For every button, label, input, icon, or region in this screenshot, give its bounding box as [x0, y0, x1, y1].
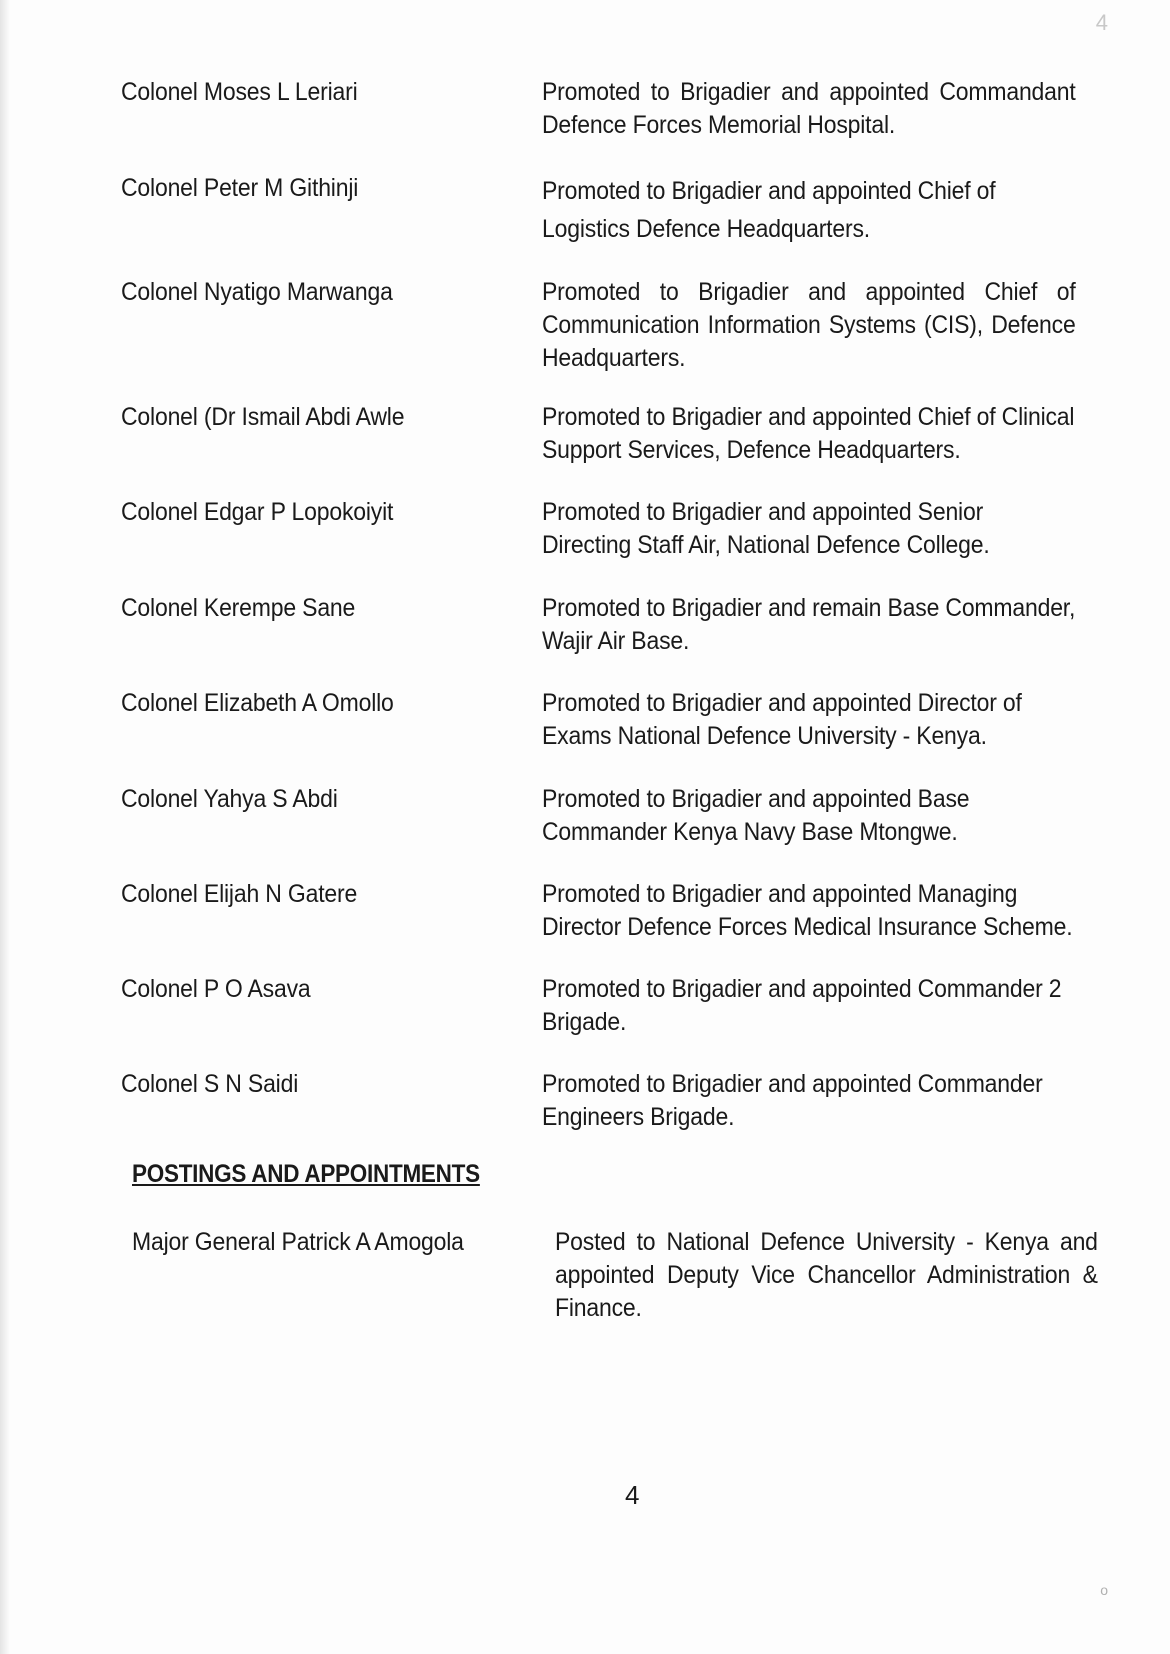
appointment-description: Promoted to Brigadier and remain Base Commander, Wajir Air Base. [542, 594, 1076, 655]
officer-name: Colonel S N Saidi [121, 1070, 299, 1098]
section-heading-postings: POSTINGS AND APPOINTMENTS [132, 1160, 480, 1188]
appointment-description: Promoted to Brigadier and appointed Director of Exams National Defence University - Kenya. [542, 689, 1022, 750]
officer-name: Colonel Nyatigo Marwanga [121, 278, 393, 306]
appointment-description: Promoted to Brigadier and appointed Chief of Logistics Defence Headquarters. [542, 177, 996, 243]
appointment-description: Promoted to Brigadier and appointed Commandant Defence Forces Memorial Hospital. [542, 78, 1076, 139]
appointment-description: Promoted to Brigadier and appointed Senior Directing Staff Air, National Defence College. [542, 498, 990, 559]
officer-name: Colonel Moses L Leriari [121, 78, 358, 106]
corner-page-mark: 4 [1095, 10, 1108, 35]
officer-name: Colonel (Dr Ismail Abdi Awle [121, 403, 405, 431]
officer-name: Colonel P O Asava [121, 975, 311, 1003]
officer-name: Colonel Elizabeth A Omollo [121, 689, 394, 717]
officer-name: Colonel Edgar P Lopokoiyit [121, 498, 394, 526]
scan-edge-shadow [0, 0, 10, 1654]
officer-name: Colonel Peter M Githinji [121, 174, 359, 202]
appointment-description: Promoted to Brigadier and appointed Chief of Clinical Support Services, Defence Headquarters. [542, 403, 1075, 464]
officer-name: Major General Patrick A Amogola [132, 1228, 464, 1256]
page-number: 4 [625, 1480, 640, 1510]
officer-name: Colonel Kerempe Sane [121, 594, 356, 622]
appointment-description: Posted to National Defence University - Kenya and appointed Deputy Vice Chancellor Administration & Finance. [555, 1228, 1098, 1322]
appointment-description: Promoted to Brigadier and appointed Commander Engineers Brigade. [542, 1070, 1043, 1131]
scan-speck: o [1100, 1582, 1108, 1598]
appointment-description: Promoted to Brigadier and appointed Base Commander Kenya Navy Base Mtongwe. [542, 785, 970, 846]
officer-name: Colonel Elijah N Gatere [121, 880, 358, 908]
appointment-description: Promoted to Brigadier and appointed Commander 2 Brigade. [542, 975, 1062, 1036]
officer-name: Colonel Yahya S Abdi [121, 785, 338, 813]
appointment-description: Promoted to Brigadier and appointed Managing Director Defence Forces Medical Insurance Scheme. [542, 880, 1073, 941]
appointment-description: Promoted to Brigadier and appointed Chief of Communication Information Systems (CIS), Defence Headquarters. [542, 278, 1076, 372]
